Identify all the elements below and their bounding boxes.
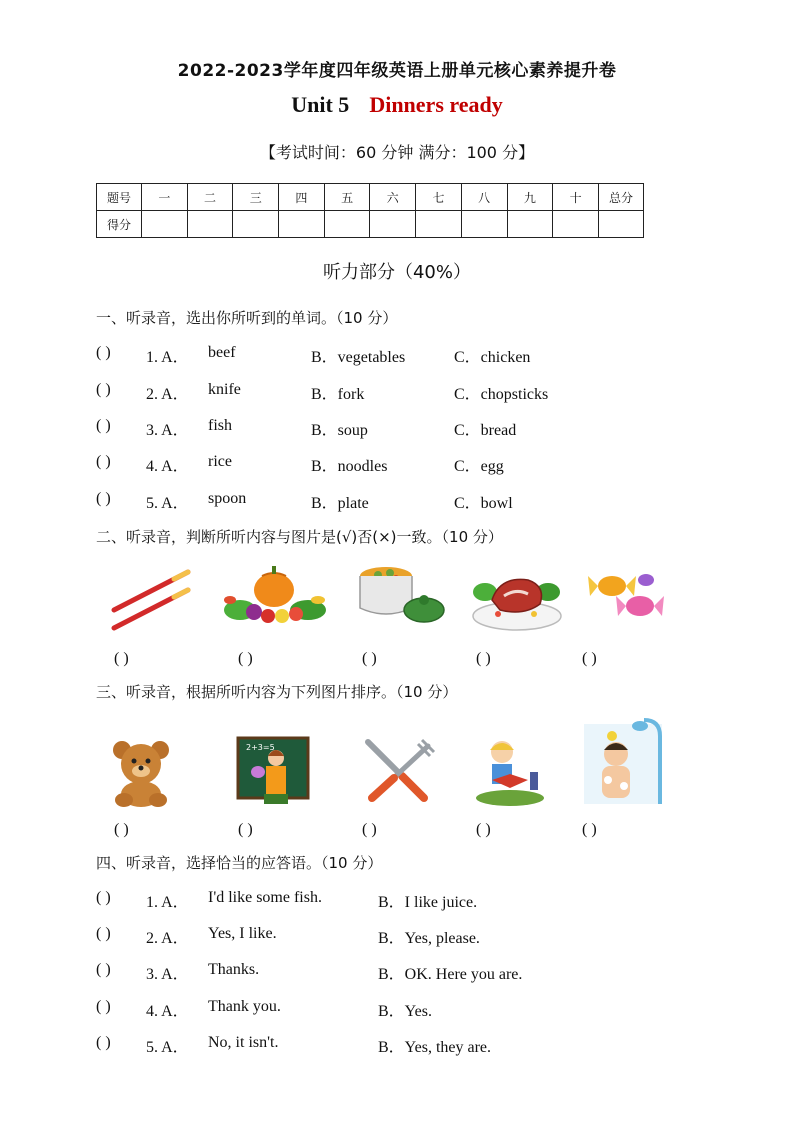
q3-heading: 三、听录音，根据所听内容为下列图片排序。（10 分） (96, 683, 458, 701)
score-cell: 五 (324, 184, 370, 211)
beef-steak-picture (470, 562, 564, 634)
option-c: C．egg (454, 458, 504, 475)
chopsticks-picture (108, 568, 194, 634)
option-b: B．fork (311, 386, 365, 403)
teacher-picture (236, 736, 310, 806)
svg-text:2+3=5: 2+3=5 (246, 743, 275, 752)
q1-item (96, 381, 716, 403)
shower-picture (582, 714, 664, 806)
answer-blank[interactable]: ( ) (96, 925, 111, 942)
option-a: beef (208, 344, 236, 361)
item-number: 5. A． (146, 1039, 189, 1056)
item-number: 3. A． (146, 422, 189, 439)
item-number: 1. A． (146, 349, 189, 366)
document-title: 2022-2023学年度四年级英语上册单元核心素养提升卷 (177, 61, 617, 81)
q2-heading: 二、听录音，判断所听内容与图片是(√)否(×)一致。（10 分） (96, 528, 503, 546)
vegetables-picture (218, 560, 330, 630)
score-table-header-row (97, 184, 644, 211)
q3-answer-blank[interactable]: ( ) (114, 821, 129, 838)
answer-blank[interactable]: ( ) (96, 381, 111, 398)
q4-item (96, 889, 716, 911)
q4-item (96, 925, 716, 947)
option-b: B．vegetables (311, 349, 406, 366)
unit-name: Dinners ready (369, 92, 503, 117)
q1-item (96, 344, 716, 366)
option-b: B．Yes, they are. (378, 1039, 492, 1056)
score-input-cell[interactable] (416, 211, 462, 238)
score-input-cell[interactable] (599, 211, 644, 238)
option-a: knife (208, 381, 241, 398)
option-a: rice (208, 453, 232, 470)
answer-blank[interactable]: ( ) (96, 417, 111, 434)
candy-picture (584, 562, 668, 630)
score-input-cell[interactable] (461, 211, 507, 238)
q3-answer-blank[interactable]: ( ) (362, 821, 377, 838)
knife-fork-picture (358, 736, 438, 808)
score-cell: 四 (279, 184, 325, 211)
option-c: C．bread (454, 422, 517, 439)
item-number: 4. A． (146, 458, 189, 475)
option-a: Thanks. (208, 961, 260, 978)
q2-answer-blank[interactable]: ( ) (362, 650, 377, 667)
soup-pot-picture (356, 560, 448, 632)
score-table-score-row (97, 211, 644, 238)
item-number: 2. A． (146, 386, 189, 403)
score-cell: 三 (233, 184, 279, 211)
answer-blank[interactable]: ( ) (96, 453, 111, 470)
score-input-cell[interactable] (279, 211, 325, 238)
q2-answer-blank[interactable]: ( ) (114, 650, 129, 667)
score-cell: 一 (142, 184, 188, 211)
q1-item (96, 417, 716, 439)
q1-heading: 一、听录音，选出你所听到的单词。（10 分） (96, 309, 398, 327)
q4-item (96, 1034, 716, 1056)
answer-blank[interactable]: ( ) (96, 961, 111, 978)
option-c: C．chicken (454, 349, 531, 366)
score-cell: 二 (187, 184, 233, 211)
option-b: B．soup (311, 422, 368, 439)
q4-item (96, 961, 716, 983)
option-b: B．I like juice. (378, 894, 478, 911)
q2-answer-blank[interactable]: ( ) (476, 650, 491, 667)
score-input-cell[interactable] (142, 211, 188, 238)
answer-blank[interactable]: ( ) (96, 1034, 111, 1051)
score-input-cell[interactable] (507, 211, 553, 238)
option-b: B．noodles (311, 458, 388, 475)
q4-item (96, 998, 716, 1020)
q1-item (96, 490, 716, 512)
teddy-bear-picture (110, 738, 172, 808)
item-number: 5. A． (146, 495, 189, 512)
score-cell: 九 (507, 184, 553, 211)
score-input-cell[interactable] (233, 211, 279, 238)
score-input-cell[interactable] (324, 211, 370, 238)
score-cell: 总分 (599, 184, 644, 211)
option-a: No, it isn't. (208, 1034, 279, 1051)
answer-blank[interactable]: ( ) (96, 490, 111, 507)
score-row-label: 得分 (97, 211, 142, 238)
answer-blank[interactable]: ( ) (96, 889, 111, 906)
option-b: B．plate (311, 495, 369, 512)
score-cell: 八 (461, 184, 507, 211)
exam-info: 【考试时间：60 分钟 满分：100 分】 (259, 143, 535, 162)
reading-boy-picture (472, 736, 548, 808)
option-c: C．bowl (454, 495, 513, 512)
q3-answer-blank[interactable]: ( ) (582, 821, 597, 838)
unit-title (0, 92, 794, 118)
q2-answer-blank[interactable]: ( ) (238, 650, 253, 667)
option-b: B．OK. Here you are. (378, 966, 523, 983)
option-a: Thank you. (208, 998, 281, 1015)
answer-blank[interactable]: ( ) (96, 344, 111, 361)
option-b: B．Yes. (378, 1003, 432, 1020)
unit-label: Unit 5 (291, 92, 350, 117)
option-a: I'd like some fish. (208, 889, 322, 906)
score-input-cell[interactable] (187, 211, 233, 238)
answer-blank[interactable]: ( ) (96, 998, 111, 1015)
option-c: C．chopsticks (454, 386, 549, 403)
q3-answer-blank[interactable]: ( ) (238, 821, 253, 838)
score-cell: 六 (370, 184, 416, 211)
option-a: fish (208, 417, 232, 434)
option-a: spoon (208, 490, 247, 507)
q3-answer-blank[interactable]: ( ) (476, 821, 491, 838)
option-b: B．Yes, please. (378, 930, 480, 947)
score-input-cell[interactable] (553, 211, 599, 238)
score-cell: 七 (416, 184, 462, 211)
score-input-cell[interactable] (370, 211, 416, 238)
item-number: 1. A． (146, 894, 189, 911)
score-cell: 十 (553, 184, 599, 211)
item-number: 3. A． (146, 966, 189, 983)
item-number: 2. A． (146, 930, 189, 947)
score-cell: 题号 (97, 184, 142, 211)
item-number: 4. A． (146, 1003, 189, 1020)
option-a: Yes, I like. (208, 925, 277, 942)
score-table (96, 183, 644, 238)
q1-item (96, 453, 716, 475)
listening-section-title: 听力部分（40%） (322, 262, 471, 283)
q2-answer-blank[interactable]: ( ) (582, 650, 597, 667)
q4-heading: 四、听录音，选择恰当的应答语。（10 分） (96, 854, 383, 872)
